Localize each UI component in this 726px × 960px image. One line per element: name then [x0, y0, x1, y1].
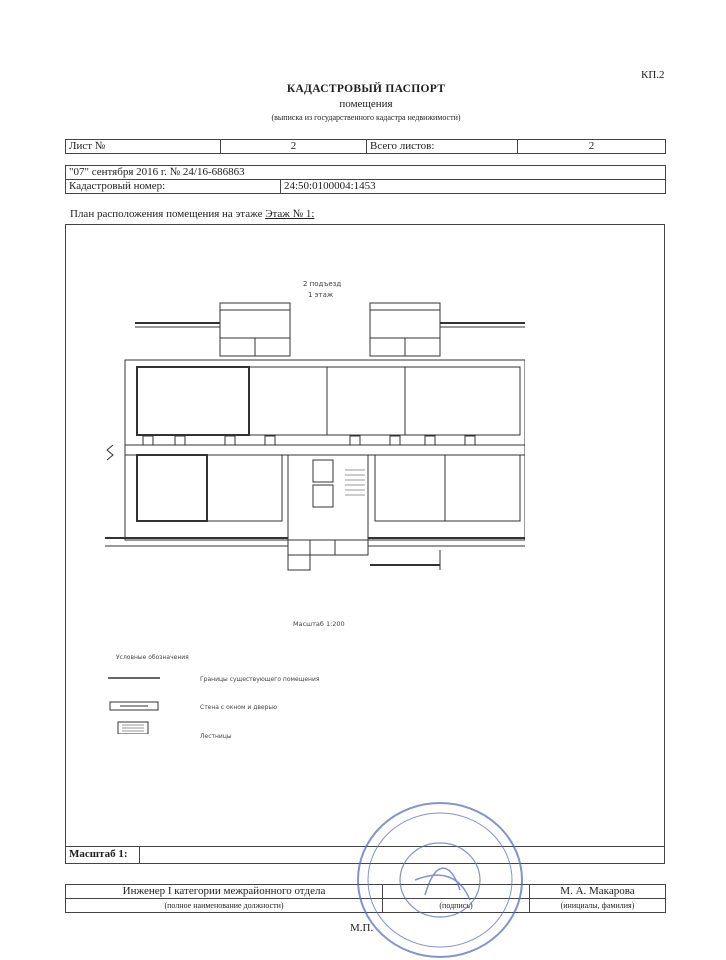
- room-highlighted: [137, 367, 249, 435]
- date-number: "07" сентября 2016 г. № 24/16-686863: [66, 166, 666, 180]
- scale-divider: [139, 846, 140, 864]
- official-stamp-seal: [355, 800, 525, 960]
- document-note: (выписка из государственного кадастра недвижимости): [271, 113, 461, 122]
- sheet-label: Лист №: [66, 140, 221, 154]
- legend-symbols: [108, 674, 168, 734]
- room-bottom-left: [137, 455, 207, 521]
- seal-label: М.П.: [350, 922, 374, 934]
- annex-left: [220, 303, 290, 338]
- position: Инженер I категории межрайонного отдела: [66, 885, 383, 899]
- floor-plan-drawing: [105, 270, 525, 590]
- document-subtitle: помещения: [339, 98, 393, 110]
- floor-link[interactable]: Этаж № 1:: [265, 208, 315, 220]
- document-title: КАДАСТРОВЫЙ ПАСПОРТ: [286, 83, 446, 95]
- scale-label: Масштаб 1:: [69, 848, 128, 860]
- form-code: КП.2: [641, 69, 665, 81]
- total-sheets-label: Всего листов:: [367, 140, 518, 154]
- sheet-value: 2: [221, 140, 367, 154]
- cadastral-label: Кадастровый номер:: [66, 180, 281, 194]
- plan-label: [70, 208, 314, 220]
- legend-item-wall: Стена с окном и дверью: [200, 704, 277, 711]
- legend-item-boundary: Границы существующего помещения: [200, 676, 320, 683]
- drawing-scale: Масштаб 1:200: [293, 620, 345, 628]
- plan-label-prefix: План расположения помещения на этаже: [70, 208, 263, 220]
- building-outline: [125, 360, 525, 540]
- legend-title: Условные обозначения: [116, 654, 189, 661]
- drawing-title-1: 2 подъезд: [303, 280, 342, 288]
- drawing-title-2: 1 этаж: [308, 291, 334, 299]
- total-sheets-value: 2: [518, 140, 666, 154]
- legend-item-stairs: Лестницы: [200, 733, 232, 740]
- annex-right: [370, 303, 440, 338]
- position-note: (полное наименование должности): [66, 899, 383, 913]
- record-table: [65, 165, 666, 194]
- signature-note: (подпись): [383, 899, 530, 913]
- engineer-name: М. А. Макарова: [530, 885, 666, 899]
- sheet-table: [65, 139, 666, 154]
- cadastral-value: 24:50:0100004:1453: [281, 180, 666, 194]
- name-note: (инициалы, фамилия): [530, 899, 666, 913]
